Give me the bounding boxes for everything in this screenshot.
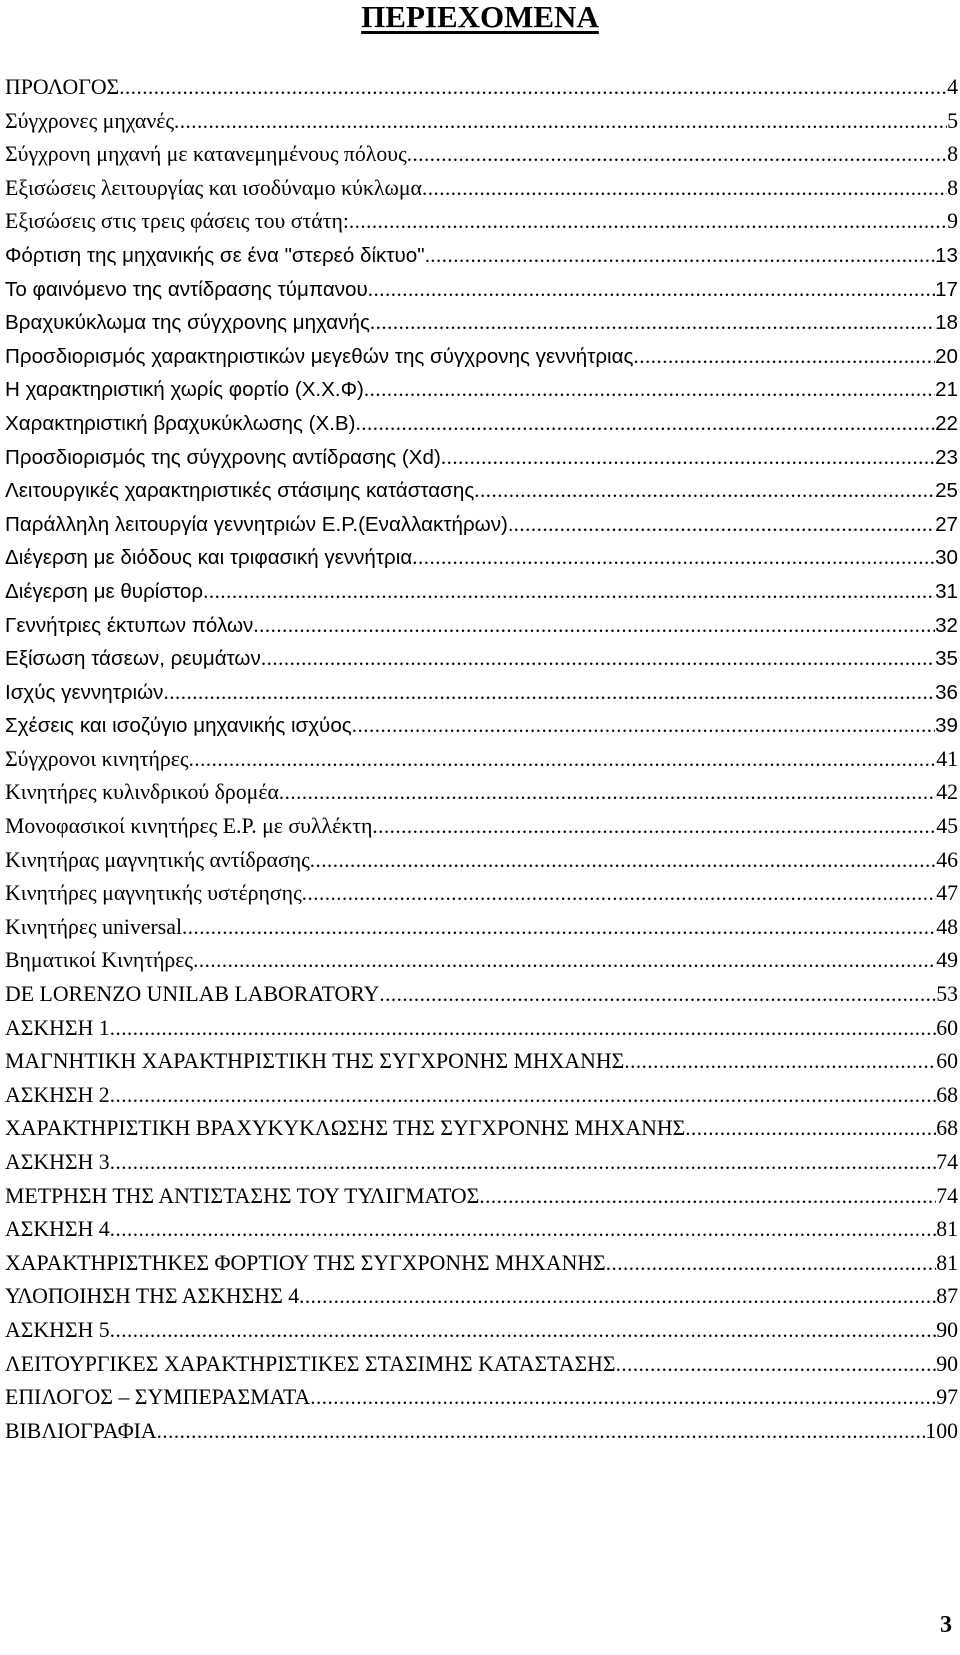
toc-entry-page: 48 bbox=[936, 914, 958, 939]
toc-entry[interactable] bbox=[5, 911, 958, 945]
toc-entry[interactable] bbox=[5, 172, 958, 206]
toc-entry-label: Κινητήρες μαγνητικής υστέρησης bbox=[5, 881, 302, 906]
toc-entry[interactable] bbox=[5, 1213, 958, 1247]
toc-entry-label: Σύγχρονες μηχανές bbox=[5, 108, 174, 133]
toc-entry[interactable] bbox=[5, 205, 958, 239]
toc-entry-label: Εξισώσεις στις τρεις φάσεις του στάτη: bbox=[5, 209, 349, 234]
toc-entry-label: Γεννήτριες έκτυπων πόλων bbox=[5, 613, 254, 637]
toc-entry-label: Το φαινόμενο της αντίδρασης τύμπανου bbox=[5, 277, 368, 301]
toc-entry-page: 8 bbox=[947, 175, 958, 200]
toc-entry-label: Διέγερση με διόδους και τριφασική γεννήτρια bbox=[5, 546, 413, 570]
toc-entry-page: 68 bbox=[936, 1116, 958, 1141]
toc-entry-page: 81 bbox=[936, 1217, 958, 1242]
toc-leader-dots bbox=[261, 642, 935, 676]
toc-entry-label: Παράλληλη λειτουργία γεννητριών Ε.Ρ.(Εναλλακτήρων). bbox=[5, 512, 514, 536]
toc-entry[interactable] bbox=[5, 1348, 958, 1382]
toc-entry-page: 27 bbox=[935, 512, 958, 536]
toc-entry-page: 35 bbox=[935, 647, 958, 671]
toc-entry-label: ΑΣΚΗΣΗ 1 bbox=[5, 1015, 110, 1040]
toc-leader-dots bbox=[370, 306, 935, 340]
toc-leader-dots bbox=[514, 508, 935, 542]
toc-entry-label: Εξισώσεις λειτουργίας και ισοδύναμο κύκλωμα bbox=[5, 175, 422, 200]
toc-entry-page: 41 bbox=[936, 746, 958, 771]
toc-entry-page: 4 bbox=[947, 75, 958, 99]
toc-entry[interactable] bbox=[5, 642, 958, 676]
toc-entry-page: 22 bbox=[935, 411, 958, 435]
toc-entry[interactable] bbox=[5, 441, 958, 475]
toc-entry-label: Φόρτιση της μηχανικής σε ένα "στερεό δίκτυο". bbox=[5, 243, 431, 267]
toc-entry-label: ΥΛΟΠΟΙΗΣΗ ΤΗΣ ΑΣΚΗΣΗΣ 4 bbox=[5, 1284, 300, 1309]
toc-entry-label: Κινητήρες universal bbox=[5, 914, 183, 939]
toc-entry[interactable] bbox=[5, 273, 958, 307]
toc-leader-dots bbox=[110, 1213, 937, 1247]
toc-entry[interactable] bbox=[5, 71, 958, 105]
toc-leader-dots bbox=[157, 1415, 926, 1449]
toc-leader-dots bbox=[356, 407, 936, 441]
toc-leader-dots bbox=[379, 978, 936, 1012]
toc-entry-page: 74 bbox=[936, 1183, 958, 1208]
toc-entry-page: 20 bbox=[935, 344, 958, 368]
toc-leader-dots bbox=[174, 105, 947, 139]
toc-entry-label: ΑΣΚΗΣΗ 2 bbox=[5, 1082, 110, 1107]
toc-leader-dots bbox=[616, 1348, 937, 1382]
toc-entry-page: 60 bbox=[936, 1049, 958, 1074]
toc-entry-label: Βηματικοί Κινητήρες bbox=[5, 948, 194, 973]
toc-entry[interactable] bbox=[5, 1146, 958, 1180]
toc-entry-label: Χαρακτηριστική βραχυκύκλωσης (Χ.Β) bbox=[5, 411, 356, 435]
toc-leader-dots bbox=[407, 138, 947, 172]
toc-leader-dots bbox=[110, 1146, 937, 1180]
toc-entry[interactable] bbox=[5, 1180, 958, 1214]
toc-entry-page: 21 bbox=[935, 378, 958, 402]
toc-entry-label: Εξίσωση τάσεων, ρευμάτων bbox=[5, 647, 261, 671]
toc-entry-label: ΒΙΒΛΙΟΓΡΑΦΙΑ bbox=[5, 1418, 157, 1443]
toc-entry-page: 13 bbox=[935, 243, 958, 267]
toc-leader-dots bbox=[479, 1180, 936, 1214]
toc-entry-page: 17 bbox=[935, 277, 958, 301]
toc-entry-page: 87 bbox=[936, 1284, 958, 1309]
toc-entry-page: 46 bbox=[936, 847, 958, 872]
toc-leader-dots bbox=[430, 239, 935, 273]
toc-entry[interactable] bbox=[5, 676, 958, 710]
toc-entry[interactable] bbox=[5, 1247, 958, 1281]
toc-entry[interactable] bbox=[5, 609, 958, 643]
toc-entry-label: ΑΣΚΗΣΗ 4 bbox=[5, 1217, 110, 1242]
toc-entry-label: ΛΕΙΤΟΥΡΓΙΚΕΣ ΧΑΡΑΚΤΗΡΙΣΤΙΚΕΣ ΣΤΑΣΙΜΗΣ ΚΑΤΑΣΤΑΣΗΣ bbox=[5, 1351, 616, 1376]
toc-entry-label: Ισχύς γεννητριών bbox=[5, 680, 164, 704]
toc-entry-page: 39 bbox=[935, 714, 958, 738]
toc-leader-dots bbox=[110, 1079, 937, 1113]
toc-entry[interactable] bbox=[5, 810, 958, 844]
toc-entry-label: Λειτουργικές χαρακτηριστικές στάσιμης κατάστασης bbox=[5, 479, 475, 503]
toc-entry[interactable] bbox=[5, 407, 958, 441]
toc-entry-page: 100 bbox=[925, 1418, 958, 1443]
toc-entry[interactable] bbox=[5, 1012, 958, 1046]
toc-entry-page: 36 bbox=[935, 680, 958, 704]
toc-entry[interactable] bbox=[5, 944, 958, 978]
toc-entry[interactable] bbox=[5, 978, 958, 1012]
toc-entry-page: 42 bbox=[936, 780, 958, 805]
toc-entry[interactable] bbox=[5, 1415, 958, 1449]
page-number: 3 bbox=[940, 1612, 952, 1638]
toc-entry-label: Προσδιορισμός της σύγχρονης αντίδρασης (Xd) bbox=[5, 445, 441, 469]
toc-leader-dots bbox=[310, 844, 936, 878]
toc-entry[interactable] bbox=[5, 709, 958, 743]
toc-entry-page: 45 bbox=[936, 814, 958, 839]
toc-entry-page: 68 bbox=[936, 1082, 958, 1107]
toc-entry-page: 47 bbox=[936, 881, 958, 906]
toc-entry-label: ΠΡΟΛΟΓΟΣ bbox=[5, 75, 120, 99]
toc-leader-dots bbox=[633, 340, 935, 374]
toc-entry[interactable] bbox=[5, 1079, 958, 1113]
toc-entry-label: ΑΣΚΗΣΗ 3 bbox=[5, 1150, 110, 1174]
toc-entry[interactable] bbox=[5, 743, 958, 777]
toc-leader-dots bbox=[193, 944, 936, 978]
toc-entry[interactable] bbox=[5, 1112, 958, 1146]
toc-entry-label: ΑΣΚΗΣΗ 5 bbox=[5, 1317, 110, 1342]
toc-leader-dots bbox=[352, 709, 935, 743]
toc-leader-dots bbox=[279, 776, 936, 810]
toc-entry-label: Βραχυκύκλωμα της σύγχρονης μηχανής bbox=[5, 311, 370, 335]
toc-leader-dots bbox=[119, 71, 947, 105]
toc-entry[interactable] bbox=[5, 373, 958, 407]
toc-entry[interactable] bbox=[5, 508, 958, 542]
toc-leader-dots bbox=[349, 205, 947, 239]
toc-leader-dots bbox=[253, 609, 935, 643]
toc-entry-page: 18 bbox=[935, 311, 958, 335]
toc-entry-page: 5 bbox=[947, 108, 958, 133]
toc-entry-label: Προσδιορισμός χαρακτηριστικών μεγεθών της σύγχρονης γεννήτριας bbox=[5, 344, 634, 368]
toc-entry-page: 74 bbox=[936, 1150, 958, 1174]
toc-leader-dots bbox=[685, 1112, 936, 1146]
toc-leader-dots bbox=[368, 273, 935, 307]
toc-leader-dots bbox=[364, 373, 935, 407]
toc-leader-dots bbox=[474, 474, 935, 508]
toc-entry-page: 90 bbox=[936, 1317, 958, 1342]
toc-entry[interactable] bbox=[5, 239, 958, 273]
toc-entry-page: 9 bbox=[947, 209, 958, 234]
toc-entry-label: Διέγερση με θυρίστορ bbox=[5, 579, 204, 603]
toc-entry[interactable] bbox=[5, 541, 958, 575]
toc-leader-dots bbox=[606, 1247, 936, 1281]
toc-entry[interactable] bbox=[5, 877, 958, 911]
toc-entry-label: ΜΕΤΡΗΣΗ ΤΗΣ ΑΝΤΙΣΤΑΣΗΣ ΤΟΥ ΤΥΛΙΓΜΑΤΟΣ bbox=[5, 1183, 480, 1208]
toc-entry-page: 53 bbox=[936, 982, 958, 1007]
toc-entry-label: DE LORENZO UNILAB LABORATORY bbox=[5, 982, 380, 1007]
toc-leader-dots bbox=[110, 1012, 937, 1046]
toc-entry-label: ΕΠΙΛΟΓΟΣ – ΣΥΜΠΕΡΑΣΜΑΤΑ bbox=[5, 1385, 311, 1410]
toc-leader-dots bbox=[310, 1381, 936, 1415]
toc-entry[interactable] bbox=[5, 105, 958, 139]
toc-entry-label: ΜΑΓΝΗΤΙΚΗ ΧΑΡΑΚΤΗΡΙΣΤΙΚΗ ΤΗΣ ΣΥΓΧΡΟΝΗΣ ΜΗΧΑΝΗΣ bbox=[5, 1049, 625, 1074]
toc-entry[interactable] bbox=[5, 138, 958, 172]
toc-leader-dots bbox=[441, 441, 935, 475]
toc-entry-label: Σχέσεις και ισοζύγιο μηχανικής ισχύος bbox=[5, 714, 352, 738]
toc-entry[interactable] bbox=[5, 1314, 958, 1348]
table-of-contents bbox=[5, 71, 958, 1448]
toc-entry-label: Σύγχρονη μηχανή με κατανεμημένους πόλους bbox=[5, 142, 407, 167]
toc-entry-page: 90 bbox=[936, 1351, 958, 1376]
toc-leader-dots bbox=[302, 877, 936, 911]
toc-entry-page: 25 bbox=[935, 479, 958, 503]
toc-entry[interactable] bbox=[5, 306, 958, 340]
toc-entry-page: 23 bbox=[935, 445, 958, 469]
toc-leader-dots bbox=[422, 172, 947, 206]
toc-entry-page: 30 bbox=[935, 546, 958, 570]
toc-entry-page: 31 bbox=[935, 579, 958, 603]
page-title: ΠΕΡΙΕΧΟΜΕΝΑ bbox=[361, 0, 599, 34]
toc-leader-dots bbox=[189, 743, 937, 777]
toc-leader-dots bbox=[110, 1314, 937, 1348]
toc-entry[interactable] bbox=[5, 340, 958, 374]
toc-entry-page: 49 bbox=[936, 948, 958, 973]
toc-leader-dots bbox=[372, 810, 936, 844]
toc-leader-dots bbox=[203, 575, 935, 609]
toc-leader-dots bbox=[299, 1280, 936, 1314]
toc-entry[interactable] bbox=[5, 474, 958, 508]
toc-entry[interactable] bbox=[5, 776, 958, 810]
toc-leader-dots bbox=[412, 541, 935, 575]
toc-entry-label: Μονοφασικοί κινητήρες Ε.Ρ. με συλλέκτη bbox=[5, 814, 373, 839]
toc-entry-page: 60 bbox=[936, 1015, 958, 1040]
toc-entry[interactable] bbox=[5, 575, 958, 609]
toc-entry-label: ΧΑΡΑΚΤΗΡΙΣΤΗΚΕΣ ΦΟΡΤΙΟΥ ΤΗΣ ΣΥΓΧΡΟΝΗΣ ΜΗΧΑΝΗΣ bbox=[5, 1250, 606, 1275]
toc-entry-page: 32 bbox=[935, 613, 958, 637]
toc-entry[interactable] bbox=[5, 1045, 958, 1079]
toc-entry-page: 8 bbox=[947, 142, 958, 167]
toc-entry[interactable] bbox=[5, 1381, 958, 1415]
toc-entry[interactable] bbox=[5, 1280, 958, 1314]
toc-leader-dots bbox=[182, 911, 936, 945]
toc-entry-label: Σύγχρονοι κινητήρες bbox=[5, 746, 189, 771]
toc-entry-label: Κινητήρες κυλινδρικού δρομέα bbox=[5, 780, 279, 805]
toc-entry-page: 97 bbox=[936, 1385, 958, 1410]
toc-leader-dots bbox=[624, 1045, 936, 1079]
toc-leader-dots bbox=[163, 676, 935, 710]
toc-entry-label: Κινητήρας μαγνητικής αντίδρασης bbox=[5, 847, 310, 872]
toc-entry-page: 81 bbox=[936, 1250, 958, 1275]
toc-entry-label: Η χαρακτηριστική χωρίς φορτίο (Χ.Χ.Φ) bbox=[5, 378, 364, 402]
toc-entry-label: ΧΑΡΑΚΤΗΡΙΣΤΙΚΗ ΒΡΑΧΥΚΥΚΛΩΣΗΣ ΤΗΣ ΣΥΓΧΡΟΝΗΣ ΜΗΧΑΝΗΣ bbox=[5, 1116, 686, 1141]
toc-entry[interactable] bbox=[5, 844, 958, 878]
